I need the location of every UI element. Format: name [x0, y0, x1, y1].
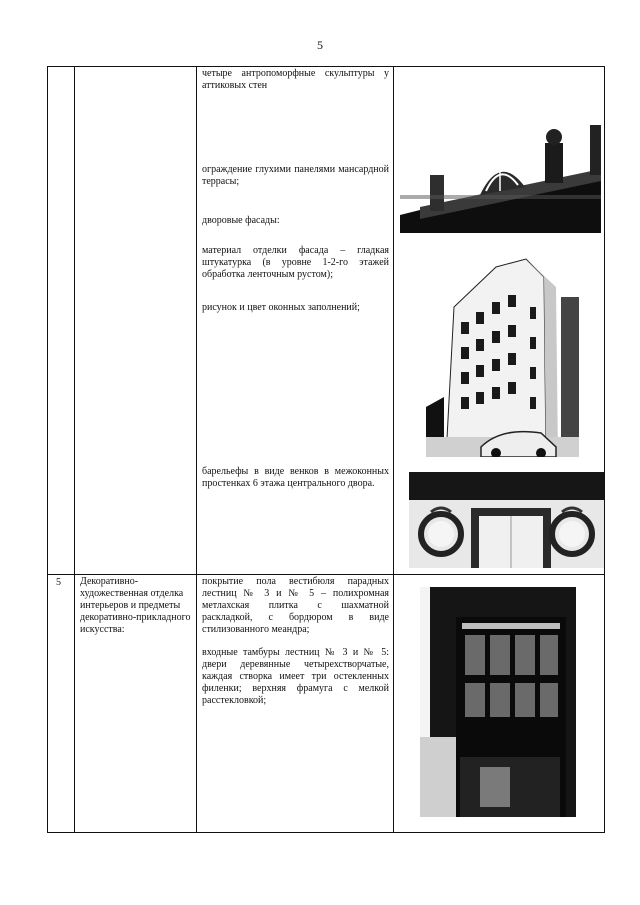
row-photo-cell — [394, 575, 605, 833]
page-number: 5 — [317, 38, 323, 52]
description-paragraph: барельефы в виде венков в межоконных простенках 6 этажа центрального двора. — [202, 466, 389, 489]
table-row — [48, 575, 605, 833]
row-number-cell — [48, 67, 75, 575]
row-description-cell — [197, 575, 394, 833]
description-paragraph: рисунок и цвет оконных заполнений; — [202, 302, 360, 313]
description-paragraph: материал отделки фасада – гладкая штукатурка (в уровне 1-2-го этажей обработка ленточным рустом); — [202, 245, 389, 280]
description-paragraph: дворовые фасады: — [202, 215, 280, 226]
row-photo-cell — [394, 67, 605, 575]
row-name-cell: Декоративно-художественная отделка интерьеров и предметы декоративно-прикладного искусства: — [75, 575, 197, 833]
description-paragraph: покрытие пола вестибюля парадных лестниц № 3 и № 5 – полихромная метлахская плитка с шахматной раскладкой, с бордюром в виде стилизованного меандра; — [202, 576, 389, 635]
row-number-cell: 5 — [48, 575, 75, 833]
row-description-cell — [197, 67, 394, 575]
wreath-bas-relief-photo — [409, 472, 604, 568]
description-paragraph: ограждение глухими панелями мансардной террасы; — [202, 164, 389, 187]
table-row — [48, 67, 605, 575]
description-paragraph: входные тамбуры лестниц № 3 и № 5: двери деревянные четырехстворчатые, каждая створка имеет три остекленных филенки; верхняя фрамуга с мелкой расстекловкой; — [202, 647, 389, 706]
protected-features-table — [47, 66, 605, 833]
courtyard-facade-photo — [426, 247, 579, 457]
entrance-vestibule-door-photo — [420, 587, 576, 817]
description-paragraph: четыре антропоморфные скульптуры у аттиковых стен — [202, 68, 389, 91]
attic-sculptures-photo — [400, 95, 601, 233]
row-name-cell — [75, 67, 197, 575]
